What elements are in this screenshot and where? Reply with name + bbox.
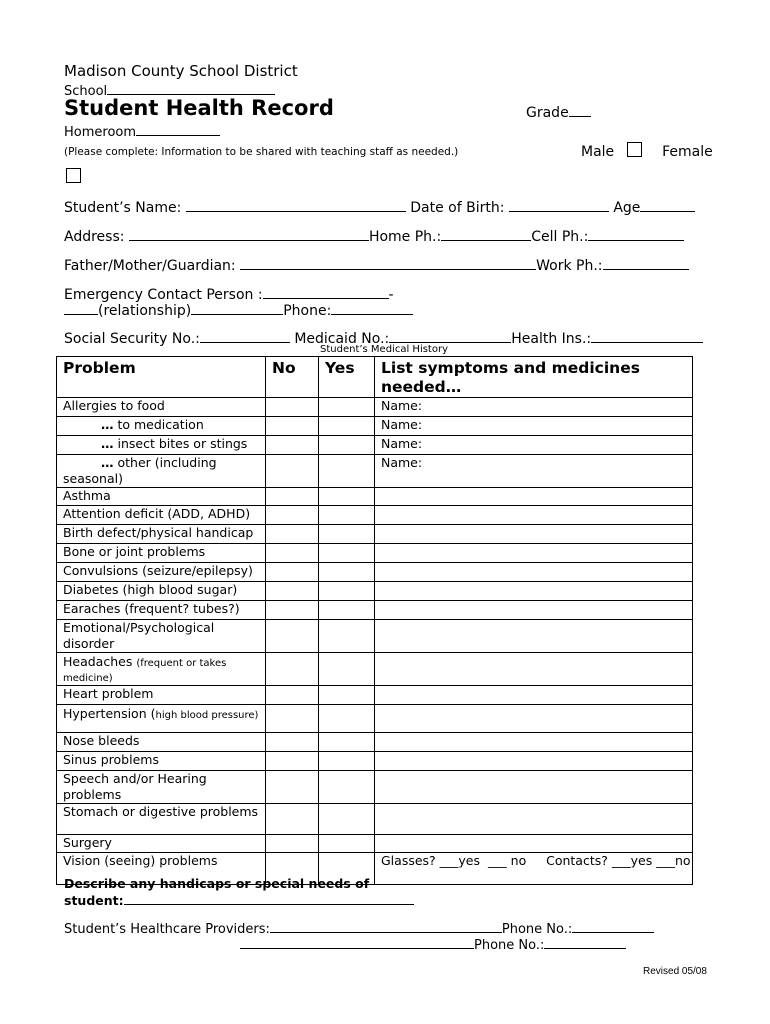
- problem-cell: Attention deficit (ADD, ADHD): [57, 506, 266, 525]
- list-cell[interactable]: [375, 544, 693, 563]
- female-label: Female: [662, 144, 713, 160]
- ssn-label: Social Security No.:: [64, 331, 200, 347]
- list-cell[interactable]: [375, 771, 693, 804]
- list-cell[interactable]: [375, 601, 693, 620]
- yes-cell[interactable]: [319, 653, 375, 686]
- grade-label: Grade: [526, 105, 569, 121]
- problem-cell: Diabetes (high blood sugar): [57, 582, 266, 601]
- female-checkbox-wrap: [66, 167, 81, 186]
- table-row: [57, 417, 693, 436]
- table-header-row: [57, 357, 693, 398]
- student-name-row: [64, 197, 695, 216]
- yes-cell[interactable]: [319, 417, 375, 436]
- no-cell[interactable]: [266, 525, 319, 544]
- providers-row-2: [240, 934, 626, 953]
- yes-cell[interactable]: [319, 398, 375, 417]
- problem-cell: Allergies to food: [57, 398, 266, 417]
- homeroom-label: Homeroom: [64, 125, 137, 140]
- list-cell[interactable]: Name:: [375, 417, 693, 436]
- yes-cell[interactable]: [319, 436, 375, 455]
- table-row: [57, 582, 693, 601]
- list-cell[interactable]: [375, 506, 693, 525]
- yes-cell[interactable]: [319, 620, 375, 653]
- header-list: List symptoms and medicines needed…: [375, 357, 693, 398]
- no-cell[interactable]: [266, 804, 319, 835]
- home-phone-input[interactable]: [441, 226, 531, 241]
- no-cell[interactable]: [266, 771, 319, 804]
- problem-cell: [57, 653, 266, 686]
- table-row: [57, 752, 693, 771]
- list-cell[interactable]: Name:: [375, 455, 693, 488]
- no-cell[interactable]: [266, 506, 319, 525]
- no-cell[interactable]: [266, 620, 319, 653]
- problem-cell: Earaches (frequent? tubes?): [57, 601, 266, 620]
- phone-no-label-2: Phone No.:: [474, 938, 545, 953]
- relationship-input[interactable]: [64, 300, 98, 315]
- list-cell[interactable]: [375, 488, 693, 506]
- handicaps-field[interactable]: [64, 892, 414, 908]
- relationship-label: (relationship): [98, 303, 192, 319]
- yes-cell[interactable]: [319, 455, 375, 488]
- school-label: School: [64, 84, 108, 99]
- problem-text: Hypertension (: [63, 706, 156, 721]
- list-cell[interactable]: [375, 804, 693, 835]
- medicaid-label: Medicaid No.:: [294, 331, 390, 347]
- gender-options: [581, 142, 713, 160]
- no-cell[interactable]: [266, 398, 319, 417]
- problem-cell: Vision (seeing) problems: [57, 853, 266, 885]
- male-label: Male: [581, 144, 615, 160]
- problem-cell: [57, 705, 266, 733]
- no-cell[interactable]: [266, 705, 319, 733]
- age-input[interactable]: [640, 197, 695, 212]
- table-row: [57, 488, 693, 506]
- history-caption: Student’s Medical History: [320, 344, 448, 355]
- emergency-label: Emergency Contact Person :: [64, 287, 263, 303]
- district-name: Madison County School District: [64, 62, 298, 80]
- vision-detail-cell[interactable]: Glasses? ___yes ___ no Contacts? ___yes ___no: [375, 853, 693, 885]
- problem-cell: Heart problem: [57, 686, 266, 705]
- yes-cell[interactable]: [319, 705, 375, 733]
- home-phone-label: Home Ph.:: [368, 229, 442, 245]
- problem-cell: Bone or joint problems: [57, 544, 266, 563]
- homeroom-field[interactable]: [64, 121, 220, 140]
- no-cell[interactable]: [266, 488, 319, 506]
- cell-phone-input[interactable]: [588, 226, 684, 241]
- problem-cell: Birth defect/physical handicap: [57, 525, 266, 544]
- problem-cell: Asthma: [57, 488, 266, 506]
- table-row: [57, 686, 693, 705]
- handicaps-label: student:: [64, 893, 124, 908]
- yes-cell[interactable]: [319, 835, 375, 853]
- list-cell[interactable]: [375, 582, 693, 601]
- medicaid-input[interactable]: [389, 328, 511, 343]
- ellipsis: …: [101, 455, 114, 470]
- no-cell[interactable]: [266, 544, 319, 563]
- problem-cell: [57, 436, 266, 455]
- table-row: [57, 455, 693, 488]
- table-row: [57, 653, 693, 686]
- list-cell[interactable]: [375, 835, 693, 853]
- no-cell[interactable]: [266, 752, 319, 771]
- no-cell[interactable]: [266, 835, 319, 853]
- table-row: [57, 601, 693, 620]
- problem-cell: Convulsions (seizure/epilepsy): [57, 563, 266, 582]
- table-row: [57, 398, 693, 417]
- problem-note: (frequent or takes medicine): [63, 658, 227, 684]
- no-cell[interactable]: [266, 601, 319, 620]
- list-cell[interactable]: [375, 686, 693, 705]
- male-checkbox[interactable]: [627, 142, 642, 157]
- problem-text: to medication: [113, 417, 204, 432]
- guardian-label: Father/Mother/Guardian:: [64, 258, 236, 274]
- yes-cell[interactable]: [319, 488, 375, 506]
- problem-cell: Stomach or digestive problems: [57, 804, 266, 835]
- yes-cell[interactable]: [319, 506, 375, 525]
- ellipsis: …: [101, 417, 114, 432]
- no-cell[interactable]: [266, 417, 319, 436]
- problem-cell: [57, 417, 266, 436]
- no-cell[interactable]: [266, 563, 319, 582]
- problem-cell: Surgery: [57, 835, 266, 853]
- grade-field[interactable]: [526, 102, 591, 121]
- table-row: [57, 771, 693, 804]
- list-cell[interactable]: [375, 752, 693, 771]
- yes-cell[interactable]: [319, 752, 375, 771]
- emergency-dash: -: [388, 287, 394, 303]
- problem-cell: Sinus problems: [57, 752, 266, 771]
- female-checkbox[interactable]: [66, 168, 81, 183]
- no-cell[interactable]: [266, 733, 319, 752]
- list-cell[interactable]: Name:: [375, 436, 693, 455]
- instruction-text: (Please complete: Information to be shared with teaching staff as needed.): [64, 146, 459, 158]
- yes-cell[interactable]: [319, 804, 375, 835]
- address-row: [64, 226, 684, 245]
- no-cell[interactable]: [266, 686, 319, 705]
- dob-label: Date of Birth:: [410, 200, 505, 216]
- no-cell[interactable]: [266, 582, 319, 601]
- revision-note: Revised 05/08: [643, 966, 707, 977]
- dob-input[interactable]: [509, 197, 609, 212]
- providers-label: Student’s Healthcare Providers:: [64, 922, 270, 937]
- provider-input-1[interactable]: [270, 918, 502, 933]
- provider-phone-input-1[interactable]: [572, 918, 654, 933]
- table-row: [57, 705, 693, 733]
- health-ins-input[interactable]: [591, 328, 703, 343]
- handicaps-prompt: Describe any handicaps or special needs of: [64, 876, 370, 891]
- yes-cell[interactable]: [319, 771, 375, 804]
- list-cell[interactable]: [375, 705, 693, 733]
- table-row: [57, 620, 693, 653]
- yes-cell[interactable]: [319, 563, 375, 582]
- list-cell[interactable]: [375, 733, 693, 752]
- emergency-phone-input[interactable]: [191, 300, 283, 315]
- header-problem: Problem: [57, 357, 266, 398]
- yes-cell[interactable]: [319, 582, 375, 601]
- address-label: Address:: [64, 229, 125, 245]
- ellipsis: …: [101, 436, 114, 451]
- problem-note: high blood pressure): [155, 710, 259, 721]
- yes-cell[interactable]: [319, 525, 375, 544]
- table-row: [57, 544, 693, 563]
- age-label: Age: [613, 200, 641, 216]
- problem-text: other (including seasonal): [63, 455, 217, 486]
- student-name-label: Student’s Name:: [64, 200, 182, 216]
- yes-cell[interactable]: [319, 601, 375, 620]
- address-input[interactable]: [129, 226, 369, 241]
- list-cell[interactable]: [375, 653, 693, 686]
- work-phone-input[interactable]: [603, 255, 689, 270]
- list-cell[interactable]: Name:: [375, 398, 693, 417]
- no-cell[interactable]: [266, 436, 319, 455]
- provider-phone-input-2[interactable]: [544, 934, 626, 949]
- list-cell[interactable]: [375, 620, 693, 653]
- health-ins-label: Health Ins.:: [511, 331, 592, 347]
- table-row: [57, 804, 693, 835]
- table-row: [57, 563, 693, 582]
- table-row: [57, 436, 693, 455]
- yes-cell[interactable]: [319, 686, 375, 705]
- list-cell[interactable]: [375, 525, 693, 544]
- no-cell[interactable]: [266, 653, 319, 686]
- problem-cell: Emotional/Psychological disorder: [57, 620, 266, 653]
- ssn-input[interactable]: [200, 328, 290, 343]
- phone-no-label-1: Phone No.:: [501, 922, 573, 937]
- problem-text: insect bites or stings: [113, 436, 248, 451]
- table-row: [57, 525, 693, 544]
- provider-input-2[interactable]: [240, 934, 474, 949]
- header-yes: Yes: [319, 357, 375, 398]
- emergency-phone-label: Phone:: [283, 303, 332, 319]
- cell-phone-label: Cell Ph.:: [531, 229, 589, 245]
- student-name-input[interactable]: [186, 197, 406, 212]
- problem-text: Headaches: [63, 654, 137, 669]
- table-row: [57, 733, 693, 752]
- page-title: Student Health Record: [64, 96, 334, 120]
- yes-cell[interactable]: [319, 544, 375, 563]
- guardian-input[interactable]: [240, 255, 536, 270]
- problem-cell: Nose bleeds: [57, 733, 266, 752]
- emergency-input[interactable]: [263, 284, 389, 299]
- table-row: [57, 835, 693, 853]
- yes-cell[interactable]: [319, 733, 375, 752]
- relationship-row: [64, 300, 413, 319]
- list-cell[interactable]: [375, 563, 693, 582]
- problem-cell: [57, 455, 266, 488]
- no-cell[interactable]: [266, 455, 319, 488]
- table-row: [57, 506, 693, 525]
- medical-history-table: [56, 356, 693, 885]
- work-phone-label: Work Ph.:: [536, 258, 603, 274]
- guardian-row: [64, 255, 689, 274]
- problem-cell: Speech and/or Hearing problems: [57, 771, 266, 804]
- header-no: No: [266, 357, 319, 398]
